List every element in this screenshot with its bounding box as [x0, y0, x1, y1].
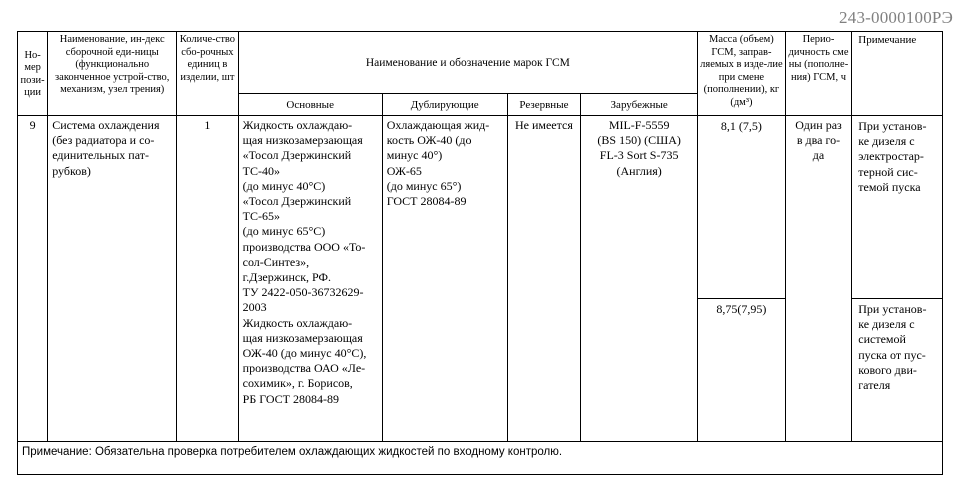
cell-duplicate-fuel: Охлаждающая жид- кость ОЖ-40 (до минус 40°) ОЖ-65 (до минус 65°) ГОСТ 28084-89	[382, 116, 507, 442]
header-fuel-group: Наименование и обозначение марок ГСМ	[238, 32, 697, 94]
fuel-lubricants-table	[17, 31, 943, 475]
header-quantity: Количе-ство сбо-рочных единиц в изделии, шт	[177, 32, 238, 116]
header-remark: Примечание	[852, 32, 943, 116]
table-footnote: Примечание: Обязательна проверка потребителем охлаждающих жидкостей по входному контролю.	[18, 442, 943, 475]
header-name: Наименование, ин-декс сборочной еди-ницы (функционально законченное устрой-ство, механизм, узел трения)	[48, 32, 177, 116]
header-position: Но-мер пози-ции	[18, 32, 48, 116]
table-row	[18, 116, 943, 442]
remark-2: При установ- ке дизеля с системой пуска от пус- кового дви- гателя	[858, 302, 927, 393]
cell-mass	[698, 116, 786, 442]
header-reserve: Резервные	[507, 94, 581, 116]
cell-foreign-fuel: MIL-F-5559 (BS 150) (США) FL-3 Sort S-735 (Англия)	[581, 116, 698, 442]
cell-remark	[852, 116, 943, 442]
header-foreign: Зарубежные	[581, 94, 698, 116]
header-duplicate: Дублирующие	[382, 94, 507, 116]
cell-period: Один раз в два го- да	[785, 116, 852, 442]
remark-1: При установ- ке дизеля с электростар- терной сис- темой пуска	[852, 116, 942, 299]
cell-reserve-fuel: Не имеется	[507, 116, 581, 442]
cell-main-fuel: Жидкость охлаждаю- щая низкозамерзающая «Тосол Дзержинский ТС-40» (до минус 40°С) «Тосол Дзержинский ТС-65» (до минус 65°С) производства ООО «То- сол-Синтез», г.Дзержинск, РФ. ТУ 2422-050-36732629- 2003 Жидкость охлаждаю- щая низкозамерзающая ОЖ-40 (до минус 40°С), производства ОАО «Ле- сохимик», г. Борисов, РБ ГОСТ 28084-89	[238, 116, 382, 442]
document-number: 243-0000100РЭ	[839, 8, 953, 27]
mass-value-2: 8,75(7,95)	[716, 302, 767, 316]
mass-value-1: 8,1 (7,5)	[698, 116, 785, 299]
header-mass: Масса (объем) ГСМ, заправ-ляемых в изде-лие при смене (пополнении), кг (дм³)	[698, 32, 786, 116]
header-period: Перио-дичность сме ны (пополне-ния) ГСМ, ч	[785, 32, 852, 116]
cell-position: 9	[18, 116, 48, 442]
cell-name: Система охлаждения (без радиатора и со- единительных пат- рубков)	[48, 116, 177, 442]
header-main: Основные	[238, 94, 382, 116]
cell-quantity: 1	[177, 116, 238, 442]
